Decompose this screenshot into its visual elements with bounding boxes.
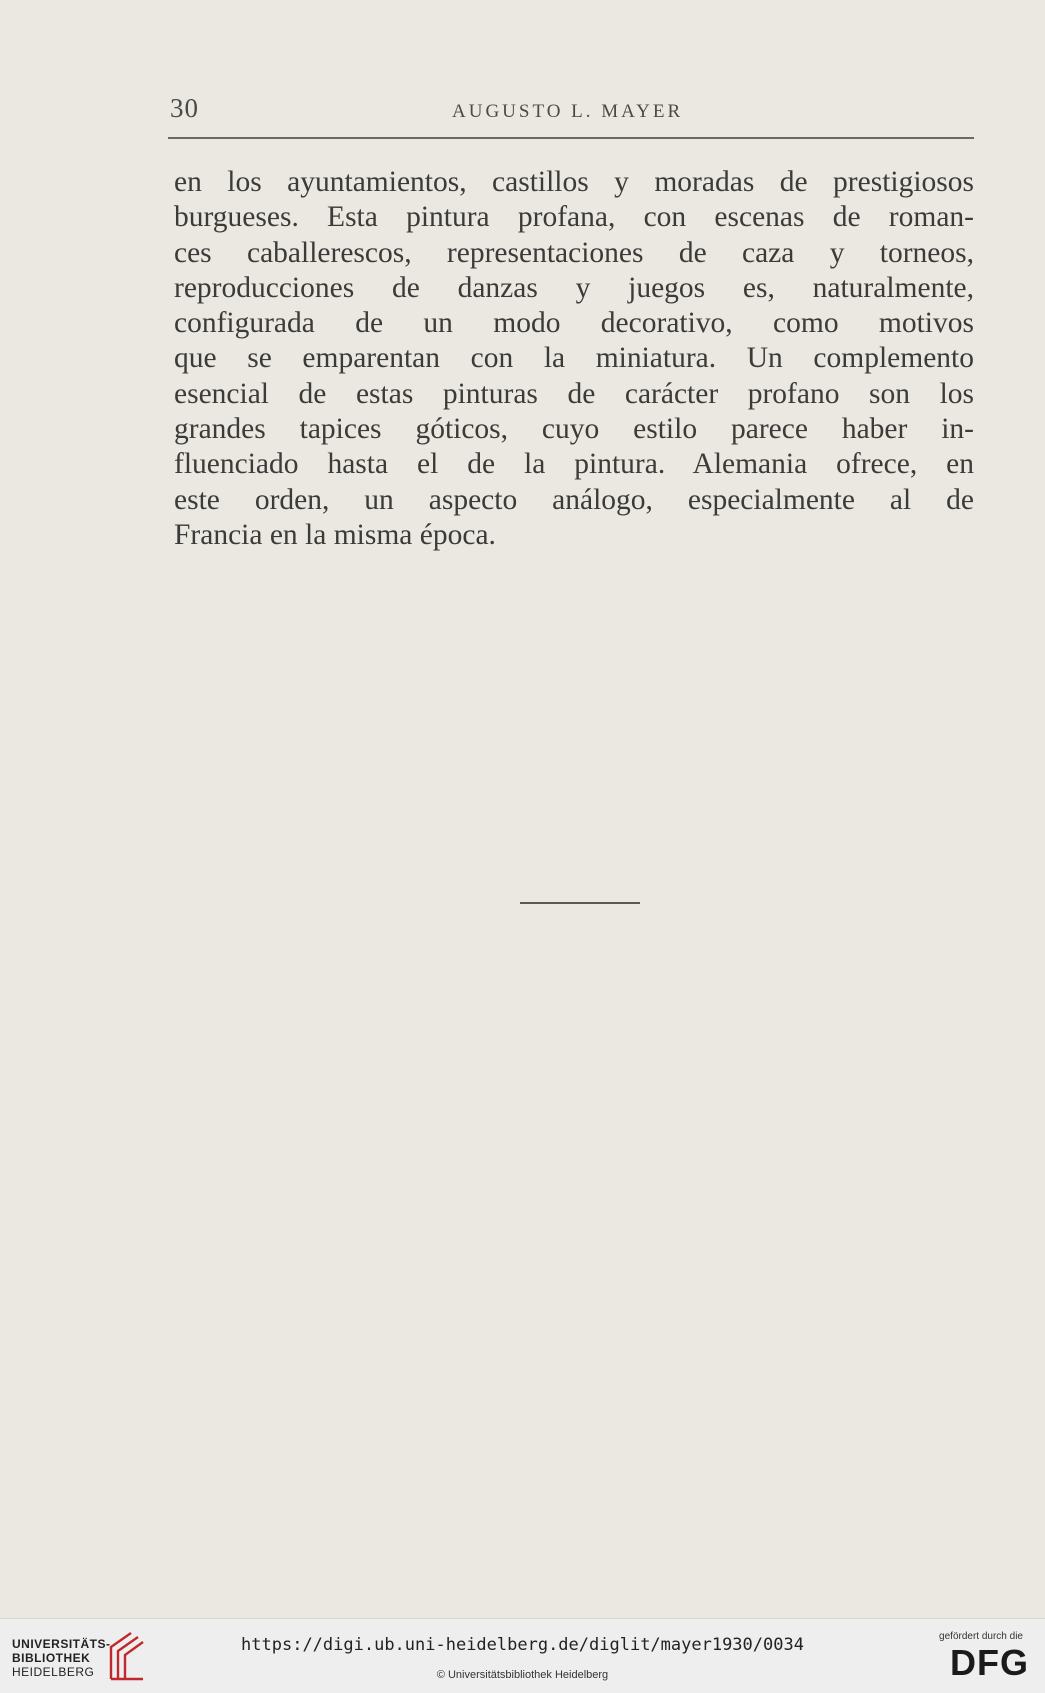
copyright-notice: © Universitätsbibliothek Heidelberg [436,1669,609,1681]
library-name-line3: HEIDELBERG [12,1665,95,1679]
library-name-line2: BIBLIOTHEK [12,1651,91,1665]
page-number: 30 [170,93,199,123]
text-line: Francia en la misma época. [174,518,496,551]
text-line: en los ayuntamientos, castillos y moradas de prestigiosos [174,166,974,198]
text-line: ces caballerescos, representaciones de caza y torneos, [174,236,974,269]
section-end-rule [520,902,640,904]
text-line: burgueses. Esta pintura profana, con escenas de roman- [174,201,974,234]
text-line: grandes tapices góticos, cuyo estilo parece haber in- [174,413,974,446]
text-line: reproducciones de danzas y juegos es, naturalmente, [174,271,974,304]
text-line: fluenciado hasta el de la pintura. Alemania ofrece, en [174,448,974,481]
permalink[interactable] [0,1635,1045,1655]
viewer-footer [0,1618,1045,1693]
funder-note: gefördert durch die [939,1631,1023,1642]
dfg-logo[interactable]: DFG [950,1642,1029,1683]
text-line: configurada de un modo decorativo, como motivos [174,307,974,340]
text-line: esencial de estas pinturas de carácter profano son los [174,377,974,410]
permalink-link[interactable]: https://digi.ub.uni-heidelberg.de/diglit/mayer1930/0034 [241,1635,804,1655]
text-line: este orden, un aspecto análogo, especialmente al de [174,483,974,516]
running-head: AUGUSTO L. MAYER [452,101,684,122]
body-paragraph [174,165,974,553]
header-rule [168,137,974,139]
text-line: que se emparentan con la miniatura. Un complemento [174,342,974,375]
library-name-line1: UNIVERSITÄTS- [12,1637,111,1651]
page-header [166,93,974,125]
